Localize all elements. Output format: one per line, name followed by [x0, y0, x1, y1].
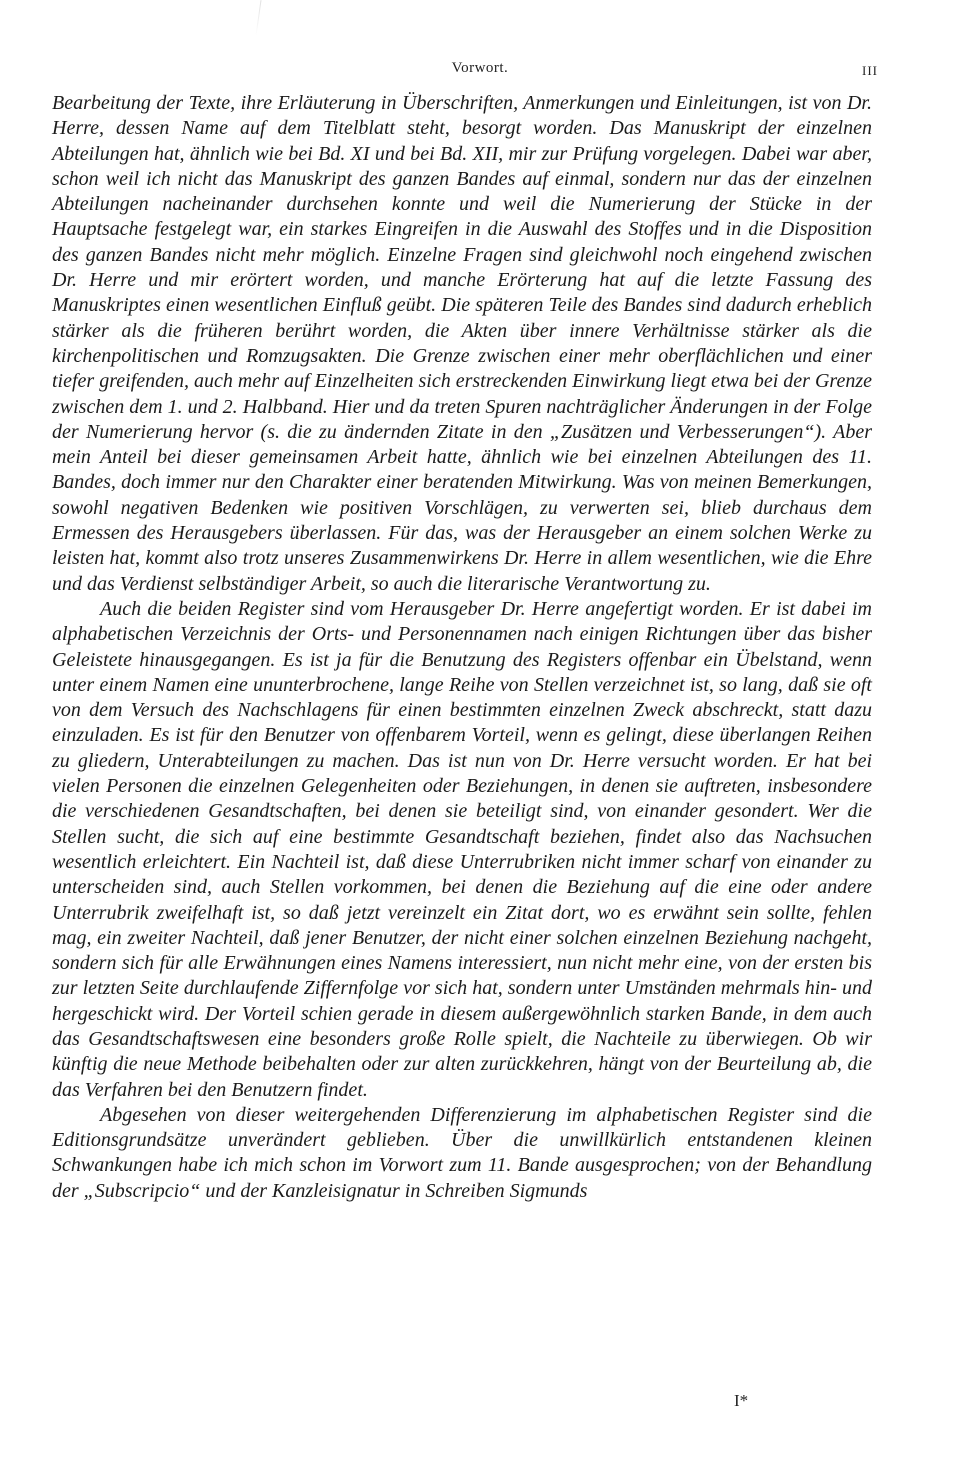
scan-artifact	[255, 0, 261, 36]
paragraph-continued: Bearbeitung der Texte, ihre Erläuterung in Überschriften, Anmerkungen und Einleitungen, ist von Dr. Herre, dessen Name auf dem Titelblatt steht, besorgt worden. Das Manuskript der einzelnen Abteilungen hat, ähnlich wie bei Bd. XI und bei Bd. XII, mir zur Prüfung vorgelegen. Dabei war aber, schon weil ich nicht das Manuskript des ganzen Bandes auf einmal, sondern nur das der einzelnen Abteilungen nacheinander durchsehen konnte und weil die Numerierung der Stücke in der Hauptsache festgelegt war, ein starkes Eingreifen in die Auswahl des Stoffes und in die Disposition des ganzen Bandes nicht mehr möglich. Einzelne Fragen sind gleichwohl noch eingehend zwischen Dr. Herre und mir erörtert worden, und manche Erörterung hat auf die letzte Fassung des Manuskriptes einen wesentlichen Einfluß geübt. Die späteren Teile des Bandes sind dadurch erheblich stärker als die früheren berührt worden, die Akten über innere Verhältnisse stärker als die kirchenpolitischen und Romzugsakten. Die Grenze zwischen einer mehr oberflächlichen und einer tiefer greifenden, auch mehr auf Einzelheiten sich erstreckenden Einwirkung liegt etwa bei der Grenze zwischen dem 1. und 2. Halbband. Hier und da treten Spuren nachträglicher Änderungen in der Folge der Numerierung hervor (s. die zu ändernden Zitate in den „Zusätzen und Verbesserungen“). Aber mein Anteil bei dieser gemeinsamen Arbeit hatte, ähnlich wie bei einzelnen Abteilungen des 11. Bandes, doch immer nur den Charakter einer beratenden Mitwirkung. Was von meinen Bemerkungen, sowohl negativen Bedenken wie positiven Vorschlägen, zu verwerten sei, blieb durchaus dem Ermessen des Herausgebers überlassen. Für das, was der Herausgeber an einem solchen Werke zu leisten hat, kommt also trotz unseres Zusammenwirkens Dr. Herre in allem wesentlichen, wie die Ehre und das Verdienst selbständiger Arbeit, so auch die literarische Verantwortung zu.	[52, 92, 872, 595]
body-text	[52, 91, 872, 1204]
signature-mark: I*	[734, 1391, 749, 1410]
page-header	[0, 60, 960, 84]
paragraph-register: Auch die beiden Register sind vom Herausgeber Dr. Herre angefertigt worden. Er ist dabei im alphabetischen Verzeichnis der Orts- und Personennamen nach einigen Richtungen über das bisher Geleistete hinausgegangen. Es ist ja für die Benutzung des Registers offenbar ein Übelstand, wenn unter einem Namen eine ununterbrochene, lange Reihe von Stellen verzeichnet ist, so lang, daß sie oft von dem Versuch des Nachschlagens für einen bestimmten einzelnen Zweck abschreckt, statt dazu einzuladen. Es ist für den Benutzer von offenbarem Vorteil, wenn es gelingt, diese überlangen Reihen zu gliedern, Unterabteilungen zu machen. Das ist nun von Dr. Herre versucht worden. Er hat bei vielen Personen die einzelnen Gelegenheiten oder Beziehungen, in denen sie auftreten, insbesondere die verschiedenen Gesandtschaften, bei denen sie beteiligt sind, von einander gesondert. Wer die Stellen sucht, die sich auf eine bestimmte Gesandtschaft beziehen, findet also das Nachsuchen wesentlich erleichtert. Ein Nachteil ist, daß diese Unterrubriken nicht immer scharf von einander zu unterscheiden sind, auch Stellen vorkommen, bei denen die Beziehung auf die eine oder andere Unterrubrik zweifelhaft ist, so daß jetzt vereinzelt ein Zitat dort, wo es erwähnt sein sollte, fehlen mag, ein zweiter Nachteil, daß jener Benutzer, der nicht einer solchen einzelnen Beziehung nachgeht, sondern sich für alle Erwähnungen eines Namens interessiert, nun nicht mehr eine, von der ersten bis zur letzten Seite durchlaufende Ziffernfolge vor sich hat, sondern unter Umständen mehrmals hin- und hergeschickt wird. Der Vorteil schien gerade in diesem außergewöhnlich starken Bande, in dem auch das Gesandtschaftswesen eine besonders große Rolle spielt, die Nachteile zu überwiegen. Ob wir künftig die neue Methode beibehalten oder zur alten zurückkehren, hängt von der Beurteilung ab, die das Verfahren bei den Benutzern findet.	[52, 597, 872, 1101]
page-number: III	[862, 63, 878, 78]
running-head: Vorwort.	[451, 60, 509, 76]
paragraph-edition-principles: Abgesehen von dieser weitergehenden Differenzierung im alphabetischen Register sind die Editionsgrundsätze unverändert geblieben. Über die unwillkürlich entstandenen kleinen Schwankungen habe ich mich schon im Vorwort zum 11. Bande ausgesprochen; von der Behandlung der „Subscripcio“ und der Kanzleisignatur in Schreiben Sigmunds	[52, 1103, 872, 1202]
